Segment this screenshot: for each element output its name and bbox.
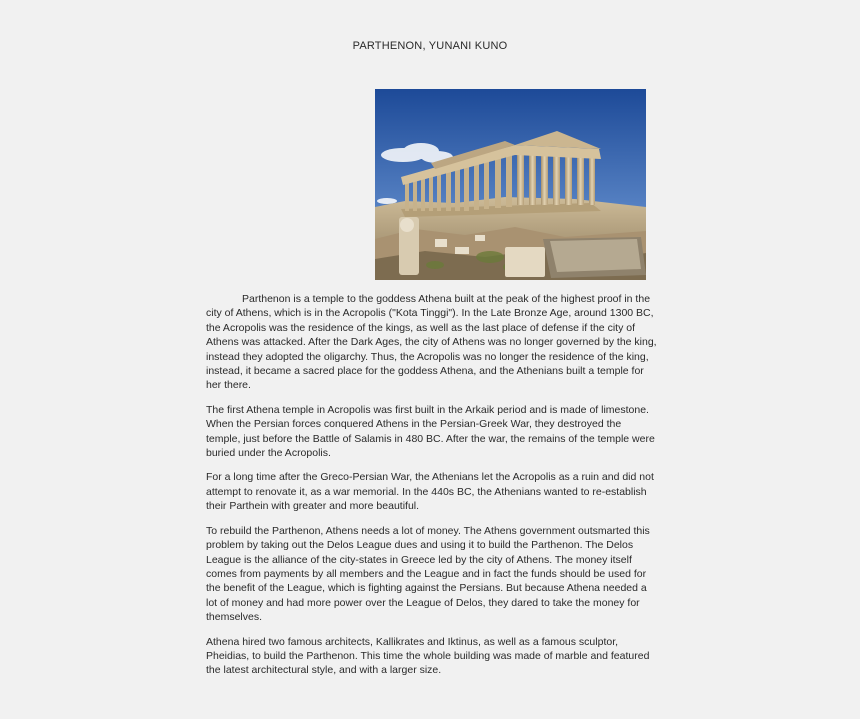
paragraph-2: The first Athena temple in Acropolis was first built in the Arkaik period and is made of limestone. When the Persian forces conquered Athens in the Persian-Greek War, they destroyed the temple, just before the Battle of Salamis in 480 BC. After the war, the remains of the temple were buried under the Acropolis.: [206, 403, 655, 460]
parthenon-photo: [375, 89, 646, 280]
paragraph-3: For a long time after the Greco-Persian War, the Athenians let the Acropolis as a ruin and did not attempt to renovate it, as a war memorial. In the 440s BC, the Athenians wanted to re-establish their Parthein with greater and more beautiful.: [206, 471, 654, 513]
paragraph-4: To rebuild the Parthenon, Athens needs a lot of money. The Athens government outsmarted this problem by taking out the Delos League dues and using it to build the Parthenon. The Delos League is the alliance of the city-states in Greece led by the city of Athens. The money itself comes from payments by all members and the League and in fact the funds should be used for the benefit of the League, which is fighting against the Persians. But because Athena needed a lot of money and had more power over the League of Delos, they dared to take the money for themselves.: [206, 524, 650, 624]
paragraph-5: Athena hired two famous architects, Kallikrates and Iktinus, as well as a famous sculptor, Pheidias, to build the Parthenon. This time the whole building was made of marble and featured the latest architectural style, and with a larger size.: [206, 635, 650, 677]
document-body: [206, 292, 658, 688]
paragraph-1: Parthenon is a temple to the goddess Athena built at the peak of the highest proof in the city of Athens, which is in the Acropolis ("Kota Tinggi"). In the Late Bronze Age, around 1300 BC, the Acropolis was the residence of the kings, as well as the last place of defense if the city of Athens was attacked. After the Dark Ages, the city of Athens was no longer governed by the king, instead they adopted the oligarchy. Thus, the Acropolis was no longer the residence of the king, instead, it became a sacred place for the goddess Athena, and the Athenians built a temple for her there.: [206, 293, 657, 392]
document-title: PARTHENON, YUNANI KUNO: [352, 40, 508, 52]
